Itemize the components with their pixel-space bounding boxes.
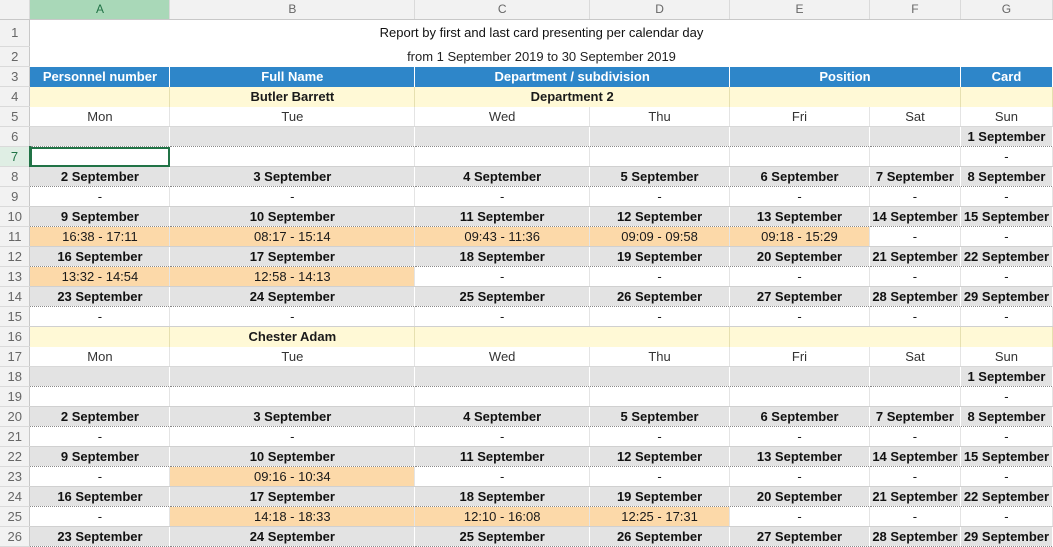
sheet-row <box>0 347 1053 367</box>
sheet-row <box>0 447 1053 467</box>
date-cell[interactable]: 5 September <box>590 167 730 187</box>
presence-time-cell[interactable]: - <box>960 427 1052 447</box>
date-cell[interactable]: 14 September <box>869 207 960 227</box>
column-header[interactable]: C <box>415 0 590 20</box>
presence-time-cell[interactable] <box>869 147 960 167</box>
select-all-corner[interactable] <box>0 0 30 20</box>
row-header[interactable]: 24 <box>0 487 30 507</box>
date-cell[interactable]: 5 September <box>590 407 730 427</box>
presence-time-cell[interactable]: - <box>869 267 960 287</box>
presence-time-cell[interactable] <box>415 147 590 167</box>
sheet-row <box>0 487 1053 507</box>
header-card: Card <box>960 67 1052 87</box>
presence-time-cell[interactable]: 16:38 - 17:11 <box>30 227 170 247</box>
row-header[interactable]: 20 <box>0 407 30 427</box>
date-cell[interactable]: 7 September <box>869 167 960 187</box>
weekday-label: Mon <box>30 107 170 127</box>
presence-time-cell[interactable]: - <box>730 467 870 487</box>
date-cell[interactable]: 8 September <box>960 167 1052 187</box>
date-cell[interactable]: 21 September <box>869 487 960 507</box>
sheet-row <box>0 387 1053 407</box>
date-cell[interactable]: 13 September <box>730 207 870 227</box>
presence-time-cell[interactable]: - <box>960 307 1052 327</box>
presence-time-cell[interactable] <box>30 147 170 167</box>
employee-department[interactable]: Department 2 <box>415 87 730 107</box>
row-header[interactable]: 5 <box>0 107 30 127</box>
weekday-label: Thu <box>590 107 730 127</box>
sheet-row <box>0 367 1053 387</box>
sheet-row <box>0 527 1053 547</box>
presence-time-cell[interactable] <box>170 147 415 167</box>
presence-time-cell[interactable]: 09:09 - 09:58 <box>590 227 730 247</box>
date-cell[interactable] <box>415 367 590 387</box>
date-cell[interactable]: 27 September <box>730 287 870 307</box>
date-cell[interactable]: 21 September <box>869 247 960 267</box>
date-cell[interactable] <box>869 127 960 147</box>
date-cell[interactable]: 1 September <box>960 127 1052 147</box>
presence-time-cell[interactable]: 09:16 - 10:34 <box>170 467 415 487</box>
employee-card[interactable] <box>960 327 1052 347</box>
date-cell[interactable]: 14 September <box>869 447 960 467</box>
date-cell[interactable]: 19 September <box>590 487 730 507</box>
employee-name[interactable]: Chester Adam <box>170 327 415 347</box>
presence-time-cell[interactable]: - <box>30 467 170 487</box>
header-personnel-number: Personnel number <box>30 67 170 87</box>
row-header[interactable]: 7 <box>0 147 30 167</box>
sheet-row <box>0 307 1053 327</box>
date-cell[interactable]: 29 September <box>960 287 1052 307</box>
presence-time-cell[interactable]: - <box>30 307 170 327</box>
header-department: Department / subdivision <box>415 67 730 87</box>
presence-time-cell[interactable] <box>170 387 415 407</box>
date-cell[interactable]: 27 September <box>730 527 870 547</box>
column-header[interactable]: D <box>590 0 730 20</box>
row-header[interactable]: 8 <box>0 167 30 187</box>
sheet-row <box>0 20 1053 47</box>
weekday-label: Sun <box>960 347 1052 367</box>
presence-time-cell[interactable]: - <box>590 427 730 447</box>
date-cell[interactable]: 26 September <box>590 287 730 307</box>
presence-time-cell[interactable]: - <box>590 467 730 487</box>
sheet-row <box>0 407 1053 427</box>
date-cell[interactable]: 28 September <box>869 287 960 307</box>
report-period: from 1 September 2019 to 30 September 2019 <box>407 49 676 64</box>
header-full-name: Full Name <box>170 67 415 87</box>
date-cell[interactable]: 6 September <box>730 407 870 427</box>
row-header[interactable]: 21 <box>0 427 30 447</box>
row-header[interactable]: 3 <box>0 67 30 87</box>
weekday-label: Sun <box>960 107 1052 127</box>
date-cell[interactable]: 12 September <box>590 207 730 227</box>
presence-time-cell[interactable]: 12:25 - 17:31 <box>590 507 730 527</box>
sheet-row <box>0 207 1053 227</box>
presence-time-cell[interactable]: 09:18 - 15:29 <box>730 227 870 247</box>
column-header-row <box>0 0 1053 20</box>
presence-time-cell[interactable]: - <box>590 307 730 327</box>
presence-time-cell[interactable]: - <box>960 147 1052 167</box>
date-cell[interactable]: 18 September <box>415 487 590 507</box>
header-position: Position <box>730 67 961 87</box>
date-cell[interactable]: 22 September <box>960 487 1052 507</box>
sheet-row <box>0 267 1053 287</box>
weekday-label: Sat <box>869 347 960 367</box>
employee-position[interactable] <box>730 87 961 107</box>
row-header[interactable]: 14 <box>0 287 30 307</box>
date-cell[interactable] <box>30 127 170 147</box>
weekday-label: Wed <box>415 107 590 127</box>
date-cell[interactable]: 10 September <box>170 447 415 467</box>
date-cell[interactable]: 23 September <box>30 527 170 547</box>
row-header[interactable]: 12 <box>0 247 30 267</box>
column-header[interactable]: G <box>960 0 1052 20</box>
row-header[interactable]: 13 <box>0 267 30 287</box>
presence-time-cell[interactable]: - <box>730 427 870 447</box>
date-cell[interactable]: 3 September <box>170 407 415 427</box>
sheet-row <box>0 87 1053 107</box>
presence-time-cell[interactable]: 13:32 - 14:54 <box>30 267 170 287</box>
sheet-row <box>0 287 1053 307</box>
presence-time-cell[interactable]: - <box>30 187 170 207</box>
row-header[interactable]: 6 <box>0 127 30 147</box>
date-cell[interactable]: 24 September <box>170 527 415 547</box>
row-header[interactable]: 16 <box>0 327 30 347</box>
row-header[interactable]: 19 <box>0 387 30 407</box>
column-header[interactable]: B <box>170 0 415 20</box>
date-cell[interactable] <box>415 127 590 147</box>
date-cell[interactable] <box>590 127 730 147</box>
presence-time-cell[interactable]: - <box>415 427 590 447</box>
row-header[interactable]: 23 <box>0 467 30 487</box>
presence-time-cell[interactable]: - <box>960 467 1052 487</box>
date-cell[interactable]: 28 September <box>869 527 960 547</box>
weekday-label: Fri <box>730 107 870 127</box>
sheet-row <box>0 247 1053 267</box>
presence-time-cell[interactable]: - <box>869 467 960 487</box>
date-cell[interactable]: 12 September <box>590 447 730 467</box>
sheet-row <box>0 107 1053 127</box>
weekday-label: Fri <box>730 347 870 367</box>
presence-time-cell[interactable]: - <box>170 427 415 447</box>
date-cell[interactable]: 24 September <box>170 287 415 307</box>
presence-time-cell[interactable]: - <box>415 267 590 287</box>
date-cell[interactable]: 18 September <box>415 247 590 267</box>
date-cell[interactable]: 2 September <box>30 407 170 427</box>
presence-time-cell[interactable] <box>730 147 870 167</box>
date-cell[interactable]: 16 September <box>30 487 170 507</box>
date-cell[interactable]: 22 September <box>960 247 1052 267</box>
date-cell[interactable] <box>170 127 415 147</box>
presence-time-cell[interactable] <box>415 387 590 407</box>
sheet-row <box>0 507 1053 527</box>
date-cell[interactable]: 10 September <box>170 207 415 227</box>
date-cell[interactable]: 3 September <box>170 167 415 187</box>
row-header[interactable]: 18 <box>0 367 30 387</box>
sheet-row <box>0 187 1053 207</box>
presence-time-cell[interactable]: 12:58 - 14:13 <box>170 267 415 287</box>
presence-time-cell[interactable] <box>730 387 870 407</box>
date-cell[interactable]: 19 September <box>590 247 730 267</box>
presence-time-cell[interactable]: - <box>730 187 870 207</box>
sheet-row <box>0 127 1053 147</box>
presence-time-cell[interactable]: - <box>170 307 415 327</box>
date-cell[interactable]: 9 September <box>30 447 170 467</box>
date-cell[interactable]: 4 September <box>415 407 590 427</box>
date-cell[interactable]: 7 September <box>869 407 960 427</box>
date-cell[interactable] <box>730 127 870 147</box>
presence-time-cell[interactable]: 09:43 - 11:36 <box>415 227 590 247</box>
date-cell[interactable]: 6 September <box>730 167 870 187</box>
sheet-row <box>0 147 1053 167</box>
presence-time-cell[interactable]: - <box>960 227 1052 247</box>
employee-department[interactable] <box>415 327 730 347</box>
presence-time-cell[interactable] <box>30 387 170 407</box>
presence-time-cell[interactable]: - <box>869 307 960 327</box>
date-cell[interactable]: 2 September <box>30 167 170 187</box>
row-header[interactable]: 17 <box>0 347 30 367</box>
presence-time-cell[interactable]: - <box>730 507 870 527</box>
row-header[interactable]: 11 <box>0 227 30 247</box>
presence-time-cell[interactable]: - <box>30 507 170 527</box>
date-cell[interactable]: 20 September <box>730 247 870 267</box>
date-cell[interactable]: 25 September <box>415 527 590 547</box>
row-header[interactable]: 1 <box>0 20 30 47</box>
presence-time-cell[interactable]: - <box>869 187 960 207</box>
weekday-label: Sat <box>869 107 960 127</box>
weekday-label: Wed <box>415 347 590 367</box>
presence-time-cell[interactable]: - <box>590 187 730 207</box>
employee-position[interactable] <box>730 327 961 347</box>
row-header[interactable]: 26 <box>0 527 30 547</box>
presence-time-cell[interactable]: - <box>869 227 960 247</box>
presence-time-cell[interactable]: - <box>415 187 590 207</box>
date-cell[interactable]: 9 September <box>30 207 170 227</box>
date-cell[interactable]: 20 September <box>730 487 870 507</box>
date-cell[interactable]: 15 September <box>960 207 1052 227</box>
presence-time-cell[interactable]: - <box>869 507 960 527</box>
presence-time-cell[interactable]: - <box>960 187 1052 207</box>
presence-time-cell[interactable]: 12:10 - 16:08 <box>415 507 590 527</box>
weekday-label: Tue <box>170 347 415 367</box>
date-cell[interactable] <box>730 367 870 387</box>
date-cell[interactable] <box>869 367 960 387</box>
presence-time-cell[interactable]: - <box>415 467 590 487</box>
weekday-label: Tue <box>170 107 415 127</box>
presence-time-cell[interactable]: 14:18 - 18:33 <box>170 507 415 527</box>
row-header[interactable]: 15 <box>0 307 30 327</box>
report-title: Report by first and last card presenting per calendar day <box>379 25 704 41</box>
personnel-number-cell[interactable] <box>30 87 170 107</box>
date-cell[interactable]: 11 September <box>415 447 590 467</box>
date-cell[interactable]: 16 September <box>30 247 170 267</box>
presence-time-cell[interactable] <box>590 147 730 167</box>
column-header[interactable]: E <box>730 0 870 20</box>
presence-time-cell[interactable]: - <box>730 307 870 327</box>
presence-time-cell[interactable] <box>869 387 960 407</box>
row-header[interactable]: 9 <box>0 187 30 207</box>
row-header[interactable]: 10 <box>0 207 30 227</box>
sheet-row <box>0 467 1053 487</box>
date-cell[interactable]: 23 September <box>30 287 170 307</box>
employee-name[interactable]: Butler Barrett <box>170 87 415 107</box>
personnel-number-cell[interactable] <box>30 327 170 347</box>
sheet-row <box>0 227 1053 247</box>
presence-time-cell[interactable]: - <box>960 267 1052 287</box>
date-cell[interactable]: 1 September <box>960 367 1052 387</box>
presence-time-cell[interactable]: - <box>170 187 415 207</box>
weekday-label: Thu <box>590 347 730 367</box>
date-cell[interactable] <box>30 367 170 387</box>
column-header[interactable]: A <box>30 0 170 20</box>
date-cell[interactable]: 29 September <box>960 527 1052 547</box>
row-header[interactable]: 4 <box>0 87 30 107</box>
date-cell[interactable]: 13 September <box>730 447 870 467</box>
date-cell[interactable] <box>170 367 415 387</box>
sheet-row <box>0 427 1053 447</box>
weekday-label: Mon <box>30 347 170 367</box>
sheet-row <box>0 47 1053 67</box>
date-cell[interactable]: 4 September <box>415 167 590 187</box>
date-cell[interactable] <box>590 367 730 387</box>
row-header[interactable]: 2 <box>0 47 30 67</box>
presence-time-cell[interactable]: - <box>415 307 590 327</box>
date-cell[interactable]: 8 September <box>960 407 1052 427</box>
date-cell[interactable]: 25 September <box>415 287 590 307</box>
employee-card[interactable] <box>960 87 1052 107</box>
sheet-row <box>0 167 1053 187</box>
sheet-row <box>0 327 1053 347</box>
date-cell[interactable]: 26 September <box>590 527 730 547</box>
presence-time-cell[interactable]: - <box>960 387 1052 407</box>
date-cell[interactable]: 17 September <box>170 247 415 267</box>
presence-time-cell[interactable]: - <box>730 267 870 287</box>
row-header[interactable]: 25 <box>0 507 30 527</box>
presence-time-cell[interactable] <box>590 387 730 407</box>
column-header[interactable]: F <box>869 0 960 20</box>
sheet-row <box>0 67 1053 87</box>
presence-time-cell[interactable]: 08:17 - 15:14 <box>170 227 415 247</box>
date-cell[interactable]: 15 September <box>960 447 1052 467</box>
presence-time-cell[interactable]: - <box>960 507 1052 527</box>
date-cell[interactable]: 11 September <box>415 207 590 227</box>
presence-time-cell[interactable]: - <box>590 267 730 287</box>
row-header[interactable]: 22 <box>0 447 30 467</box>
presence-time-cell[interactable]: - <box>869 427 960 447</box>
date-cell[interactable]: 17 September <box>170 487 415 507</box>
presence-time-cell[interactable]: - <box>30 427 170 447</box>
